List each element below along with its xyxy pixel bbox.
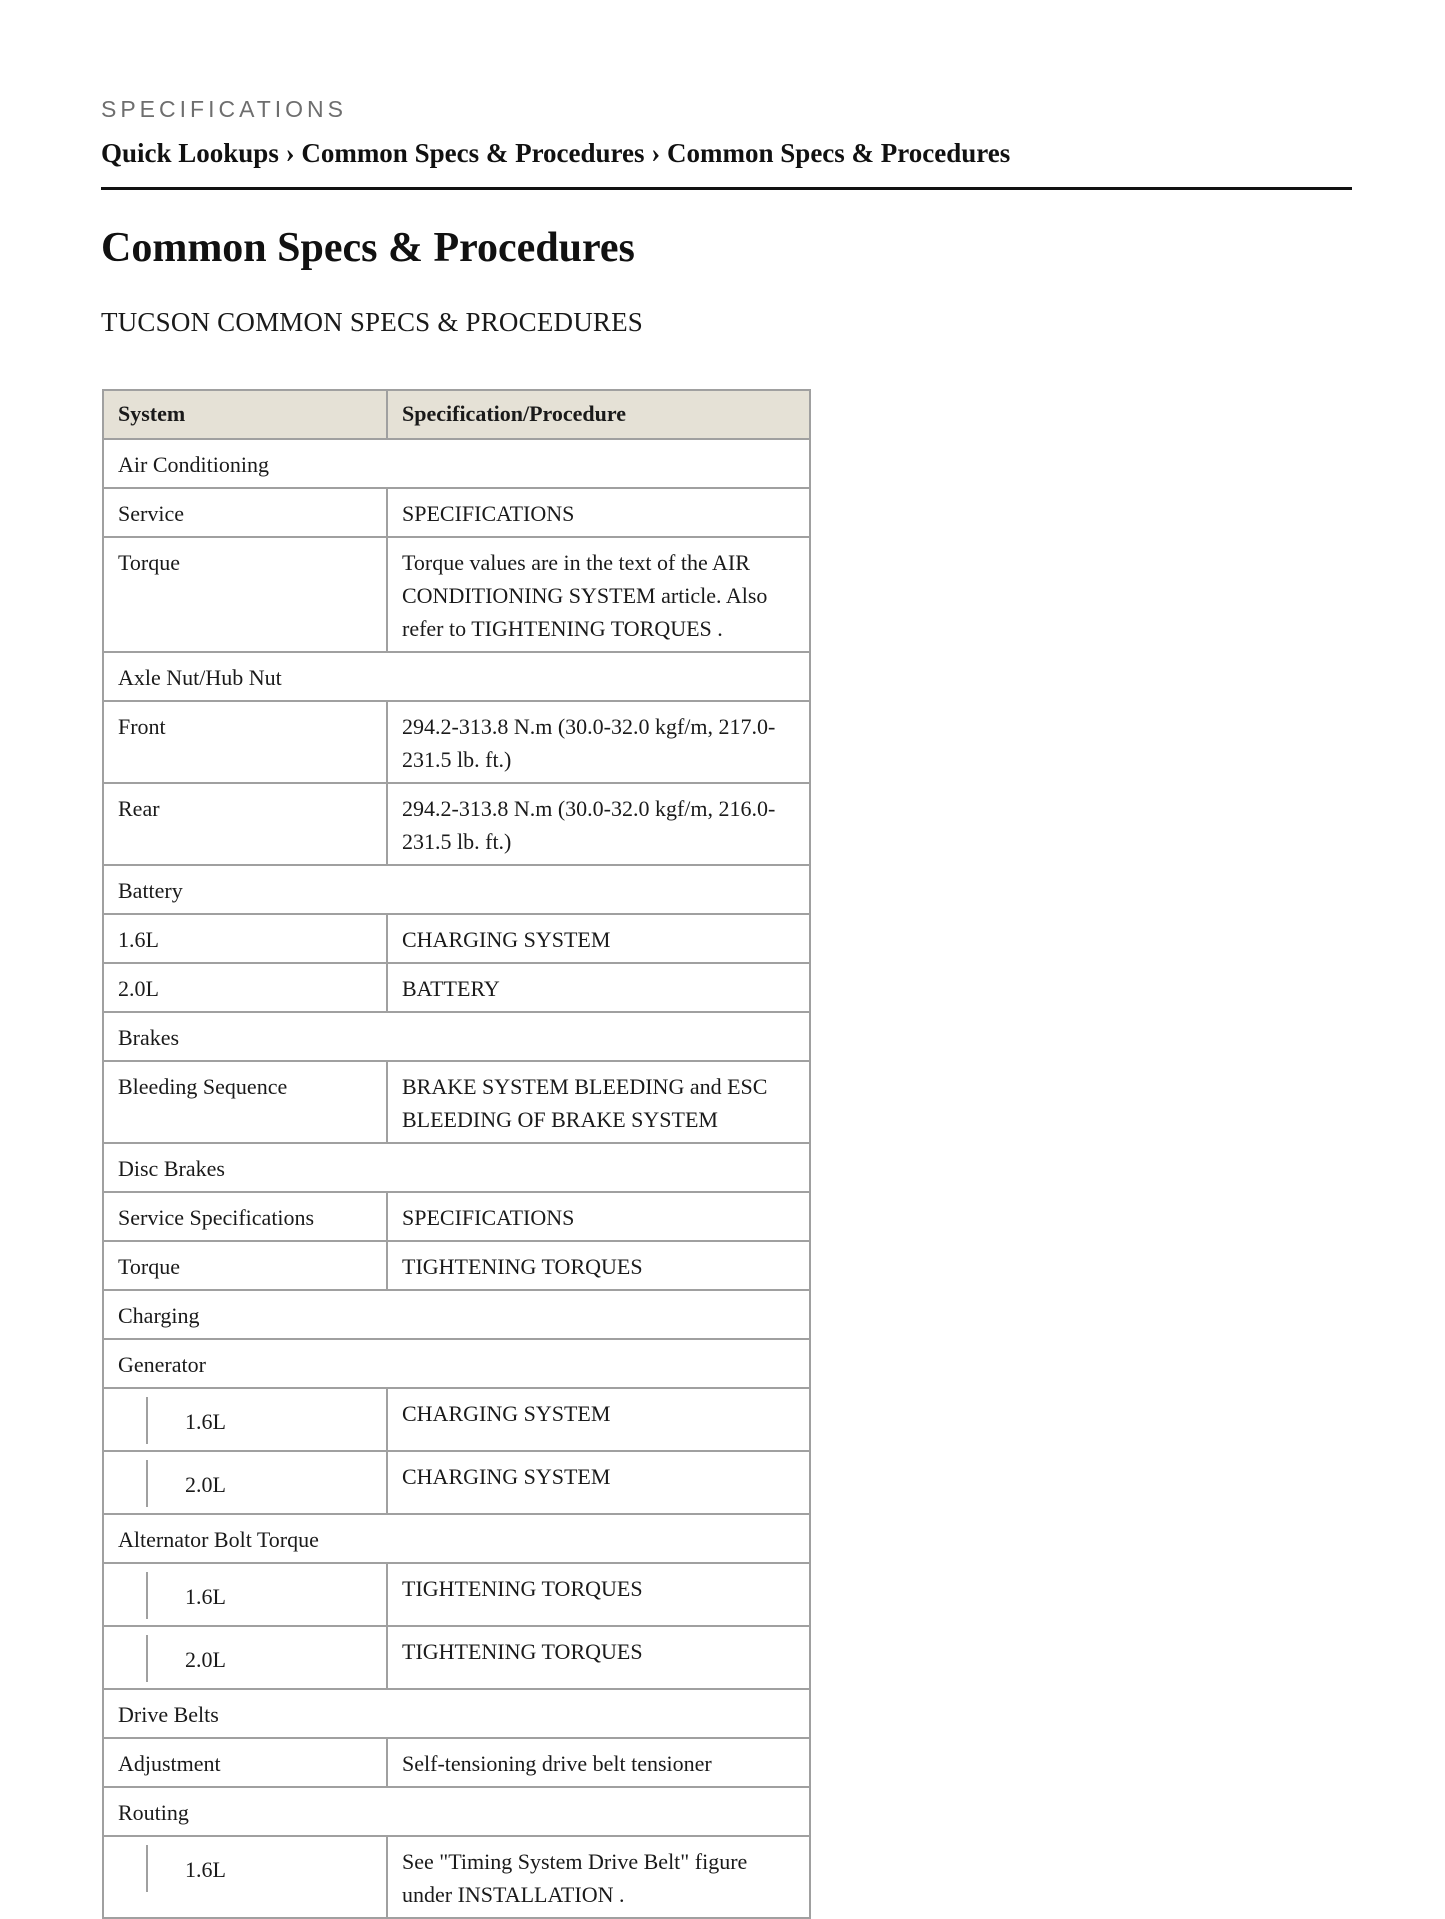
- spec-cell: CHARGING SYSTEM: [387, 914, 810, 963]
- breadcrumb: Quick Lookups › Common Specs & Procedures › Common Specs & Procedures: [101, 138, 1011, 168]
- specs-table: [102, 389, 811, 1919]
- system-label: 1.6L: [185, 1857, 226, 1882]
- spec-cell: 294.2-313.8 N.m (30.0-32.0 kgf/m, 217.0-231.5 lb. ft.): [387, 701, 810, 783]
- section-eyebrow: SPECIFICATIONS: [101, 96, 347, 122]
- table-row: [103, 1738, 810, 1787]
- indent-bar: [118, 1845, 148, 1892]
- table-row: [103, 1451, 810, 1514]
- table-row: [103, 488, 810, 537]
- system-label: 1.6L: [185, 1584, 226, 1609]
- indent-bar: [118, 1397, 148, 1444]
- spec-cell: SPECIFICATIONS: [387, 1192, 810, 1241]
- system-label: 2.0L: [185, 1472, 226, 1497]
- system-cell: [103, 1836, 387, 1918]
- header-divider: [101, 187, 1352, 190]
- system-cell: [103, 1451, 387, 1514]
- system-label: 1.6L: [185, 1409, 226, 1434]
- spec-cell: TIGHTENING TORQUES: [387, 1563, 810, 1626]
- subgroup-label: Generator: [103, 1339, 810, 1388]
- indent-bar: [118, 1635, 148, 1682]
- system-cell: Service Specifications: [103, 1192, 387, 1241]
- group-label: Battery: [103, 865, 810, 914]
- table-row: [103, 1836, 810, 1918]
- group-label: Charging: [103, 1290, 810, 1339]
- spec-cell: TIGHTENING TORQUES: [387, 1626, 810, 1689]
- table-row: [103, 701, 810, 783]
- table-group-row: [103, 439, 810, 488]
- page-subtitle: TUCSON COMMON SPECS & PROCEDURES: [101, 307, 644, 337]
- system-cell: Adjustment: [103, 1738, 387, 1787]
- table-row: [103, 1626, 810, 1689]
- system-cell: 1.6L: [103, 914, 387, 963]
- table-subgroup-row: [103, 1339, 810, 1388]
- table-row: [103, 1192, 810, 1241]
- table-subgroup-row: [103, 1787, 810, 1836]
- spec-cell: See "Timing System Drive Belt" figure under INSTALLATION .: [387, 1836, 810, 1918]
- subgroup-label: Routing: [103, 1787, 810, 1836]
- table-row: [103, 1388, 810, 1451]
- table-row: [103, 963, 810, 1012]
- table-subgroup-row: [103, 1514, 810, 1563]
- group-label: Drive Belts: [103, 1689, 810, 1738]
- spec-cell: 294.2-313.8 N.m (30.0-32.0 kgf/m, 216.0-231.5 lb. ft.): [387, 783, 810, 865]
- system-cell: [103, 1563, 387, 1626]
- spec-cell: TIGHTENING TORQUES: [387, 1241, 810, 1290]
- system-label: 2.0L: [185, 1647, 226, 1672]
- spec-cell: BATTERY: [387, 963, 810, 1012]
- column-header-system: System: [103, 390, 387, 439]
- spec-cell: BRAKE SYSTEM BLEEDING and ESC BLEEDING OF BRAKE SYSTEM: [387, 1061, 810, 1143]
- table-group-row: [103, 1689, 810, 1738]
- spec-cell: SPECIFICATIONS: [387, 488, 810, 537]
- table-row: [103, 1061, 810, 1143]
- table-group-row: [103, 652, 810, 701]
- table-group-row: [103, 1290, 810, 1339]
- system-cell: Service: [103, 488, 387, 537]
- table-row: [103, 914, 810, 963]
- column-header-specification: Specification/Procedure: [387, 390, 810, 439]
- table-row: [103, 537, 810, 652]
- spec-cell: Self-tensioning drive belt tensioner: [387, 1738, 810, 1787]
- table-group-row: [103, 1012, 810, 1061]
- table-row: [103, 783, 810, 865]
- system-cell: [103, 1626, 387, 1689]
- indent-bar: [118, 1460, 148, 1507]
- table-group-row: [103, 865, 810, 914]
- group-label: Axle Nut/Hub Nut: [103, 652, 810, 701]
- system-cell: 2.0L: [103, 963, 387, 1012]
- table-subgroup-row: [103, 1143, 810, 1192]
- system-cell: Torque: [103, 1241, 387, 1290]
- spec-cell: Torque values are in the text of the AIR CONDITIONING SYSTEM article. Also refer to TIGHTENING TORQUES .: [387, 537, 810, 652]
- group-label: Brakes: [103, 1012, 810, 1061]
- table-row: [103, 1563, 810, 1626]
- spec-cell: CHARGING SYSTEM: [387, 1388, 810, 1451]
- system-cell: [103, 1388, 387, 1451]
- page-title: Common Specs & Procedures: [101, 225, 635, 271]
- system-cell: Torque: [103, 537, 387, 652]
- table-header-row: [103, 390, 810, 439]
- system-cell: Front: [103, 701, 387, 783]
- system-cell: Bleeding Sequence: [103, 1061, 387, 1143]
- subgroup-label: Disc Brakes: [103, 1143, 810, 1192]
- table-row: [103, 1241, 810, 1290]
- system-cell: Rear: [103, 783, 387, 865]
- indent-bar: [118, 1572, 148, 1619]
- subgroup-label: Alternator Bolt Torque: [103, 1514, 810, 1563]
- group-label: Air Conditioning: [103, 439, 810, 488]
- spec-cell: CHARGING SYSTEM: [387, 1451, 810, 1514]
